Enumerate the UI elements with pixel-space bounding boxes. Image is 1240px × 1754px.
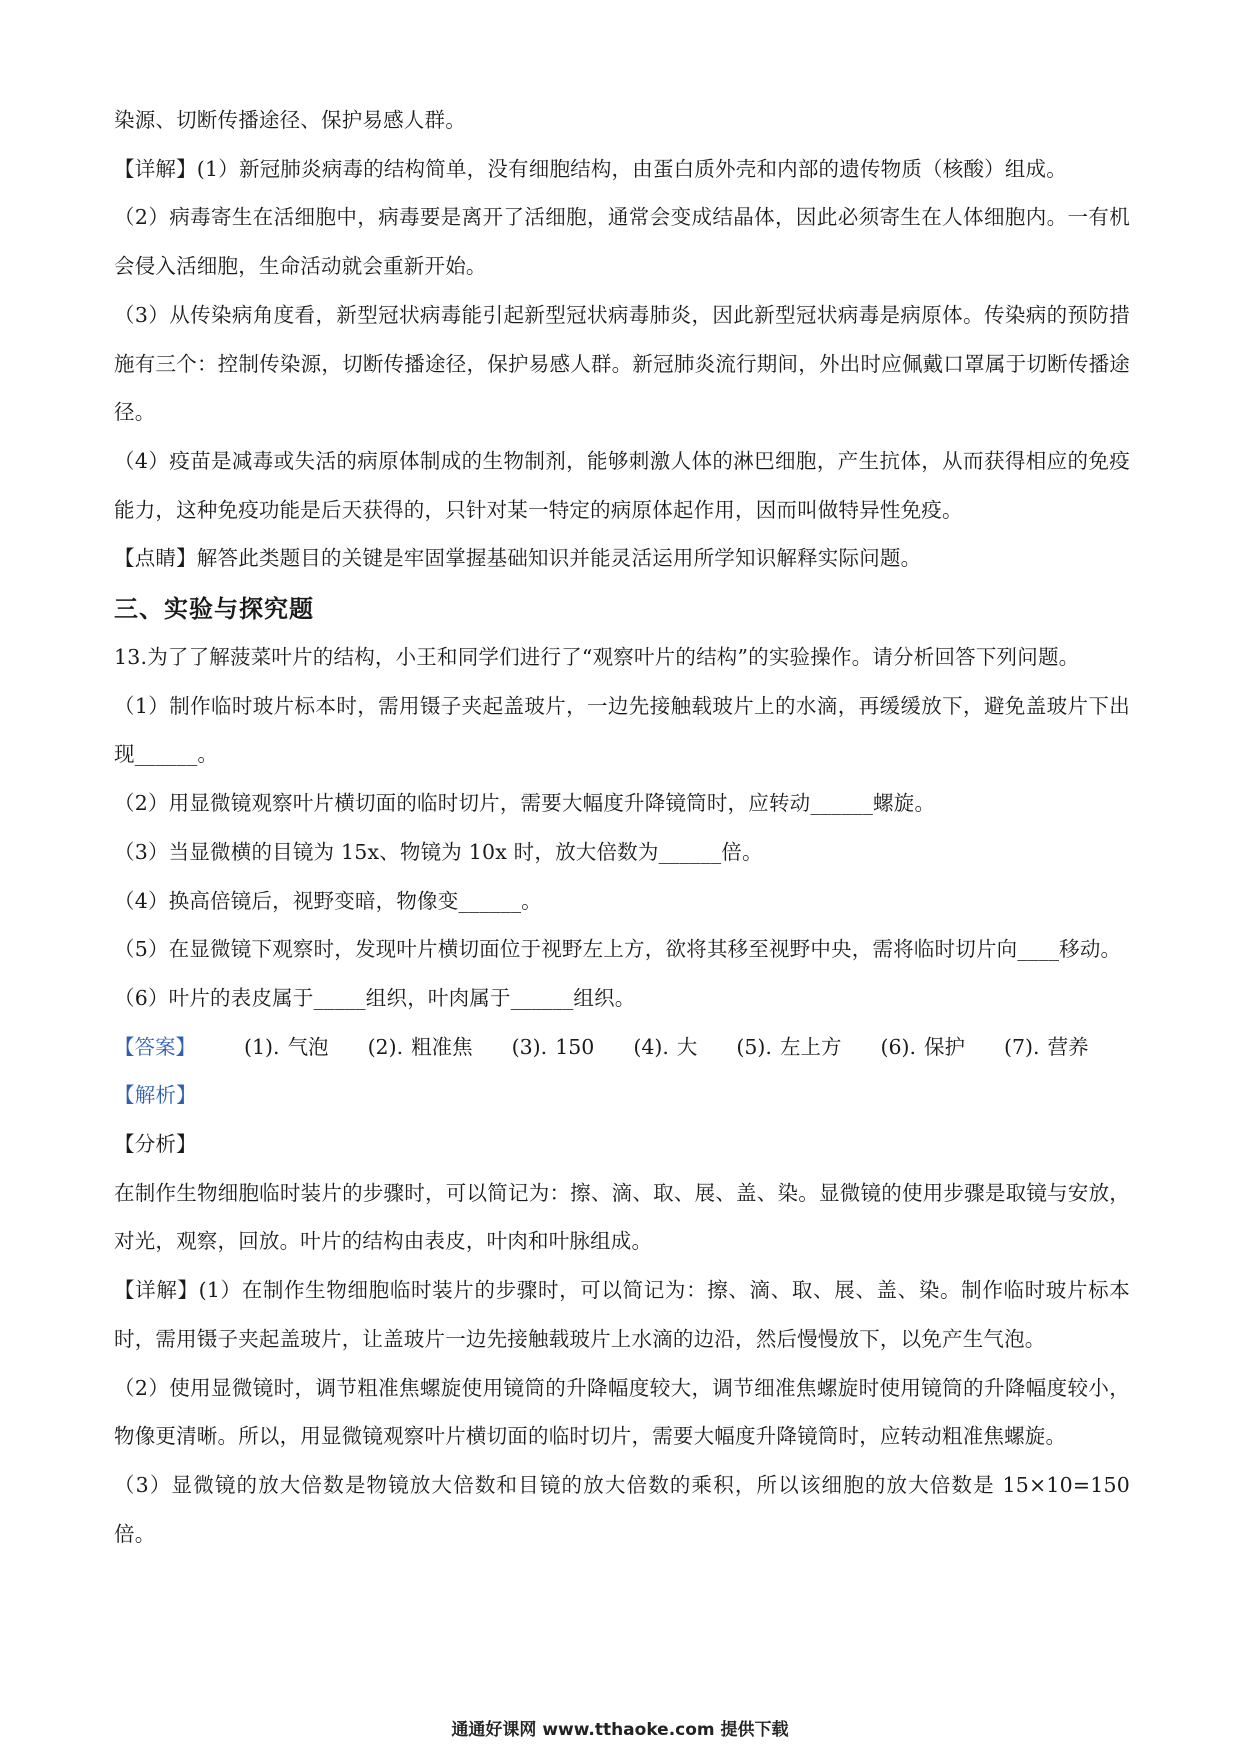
answer-text: 大 — [676, 1034, 698, 1059]
answer-label: 【答案】 — [114, 1034, 196, 1059]
detail-1: 【详解】(1）新冠肺炎病毒的结构简单，没有细胞结构，由蛋白质外壳和内部的遗传物质（核酸）组成。 — [114, 156, 1067, 181]
answer-number: (4). — [633, 1034, 669, 1059]
answer-text: 保护 — [924, 1034, 966, 1059]
document-body — [114, 96, 1130, 1558]
answer-text: 气泡 — [287, 1034, 329, 1059]
answer-text: 150 — [555, 1034, 595, 1059]
detail-13-2: （2）使用显微镜时，调节粗准焦螺旋使用镜筒的升降幅度较大，调节细准焦螺旋时使用镜筒的升降幅度较小，物像更清晰。所以，用显微镜观察叶片横切面的临时切片，需要大幅度升降镜筒时，应转动粗准焦螺旋。 — [114, 1375, 1130, 1449]
detail-13-1: 【详解】(1）在制作生物细胞临时装片的步骤时，可以简记为：擦、滴、取、展、盖、染。制作临时玻片标本时，需用镊子夹起盖玻片，让盖玻片一边先接触载玻片上水滴的边沿，然后慢慢放下，以免产生气泡。 — [114, 1278, 1130, 1351]
answer-item — [1004, 1023, 1089, 1072]
question-item: （1）制作临时玻片标本时，需用镊子夹起盖玻片，一边先接触载玻片上的水滴，再缓缓放下，避免盖玻片下出现______。 — [114, 693, 1130, 767]
answer-text: 左上方 — [779, 1034, 842, 1059]
question-item: （2）用显微镜观察叶片横切面的临时切片，需要大幅度升降镜筒时，应转动______螺旋。 — [114, 791, 936, 816]
analysis-text: 在制作生物细胞临时装片的步骤时，可以简记为：擦、滴、取、展、盖、染。显微镜的使用步骤是取镜与安放，对光，观察，回放。叶片的结构由表皮，叶肉和叶脉组成。 — [114, 1180, 1130, 1254]
question-item: （5）在显微镜下观察时，发现叶片横切面位于视野左上方，欲将其移至视野中央，需将临时切片向____移动。 — [114, 937, 1122, 962]
answer-number: (5). — [736, 1034, 772, 1059]
answer-item — [512, 1023, 595, 1072]
paragraphs-top — [114, 96, 1130, 583]
answer-item — [880, 1023, 965, 1072]
detail-4: （4）疫苗是减毒或失活的病原体制成的生物制剂，能够刺激人体的淋巴细胞，产生抗体，从而获得相应的免疫能力，这种免疫功能是后天获得的，只针对某一特定的病原体起作用，因而叫做特异性免疫。 — [114, 448, 1130, 522]
answer-text: 营养 — [1047, 1034, 1089, 1059]
answer-item — [633, 1023, 697, 1072]
jiexi-label: 【解析】 — [114, 1083, 197, 1108]
answer-number: (6). — [880, 1034, 917, 1059]
answer-list — [244, 1023, 1128, 1072]
detail-3: （3）从传染病角度看，新型冠状病毒能引起新型冠状病毒肺炎，因此新型冠状病毒是病原体。传染病的预防措施有三个：控制传染源，切断传播途径，保护易感人群。新冠肺炎流行期间，外出时应佩戴口罩属于切断传播途径。 — [114, 302, 1130, 425]
section-heading: 三、实验与探究题 — [114, 594, 314, 624]
tip: 【点睛】解答此类题目的关键是牢固掌握基础知识并能灵活运用所学知识解释实际问题。 — [114, 546, 922, 571]
detail-13-3: （3）显微镜的放大倍数是物镜放大倍数和目镜的放大倍数的乘积，所以该细胞的放大倍数是 15×10=150 倍。 — [114, 1472, 1130, 1546]
question-13 — [114, 633, 1130, 1023]
answer-item — [736, 1023, 841, 1072]
answer-number: (3). — [511, 1034, 548, 1059]
answer-item — [368, 1023, 473, 1072]
page-footer: 通通好课网 www.tthaoke.com 提供下载 — [451, 1720, 789, 1740]
question-stem: 13.为了了解菠菜叶片的结构，小王和同学们进行了“观察叶片的结构”的实验操作。请分析回答下列问题。 — [114, 645, 1080, 670]
answer-number: (7). — [1004, 1034, 1040, 1059]
answer-number: (1). — [244, 1034, 280, 1059]
answer-item — [244, 1023, 329, 1072]
prev-analysis-tail: 染源、切断传播途径、保护易感人群。 — [114, 108, 466, 132]
answer-row — [114, 1023, 1130, 1072]
question-item: （6）叶片的表皮属于_____组织，叶肉属于______组织。 — [114, 985, 636, 1010]
question-item: （4）换高倍镜后，视野变暗，物像变______。 — [114, 888, 542, 913]
answer-text: 粗准焦 — [411, 1034, 473, 1059]
fenxi-label: 【分析】 — [114, 1132, 197, 1157]
paragraphs-bottom — [114, 1169, 1130, 1559]
answer-number: (2). — [367, 1034, 404, 1059]
question-item: （3）当显微横的目镜为 15x、物镜为 10x 时，放大倍数为______倍。 — [114, 839, 763, 864]
detail-2: （2）病毒寄生在活细胞中，病毒要是离开了活细胞，通常会变成结晶体，因此必须寄生在人体细胞内。一有机会侵入活细胞，生命活动就会重新开始。 — [114, 205, 1130, 279]
